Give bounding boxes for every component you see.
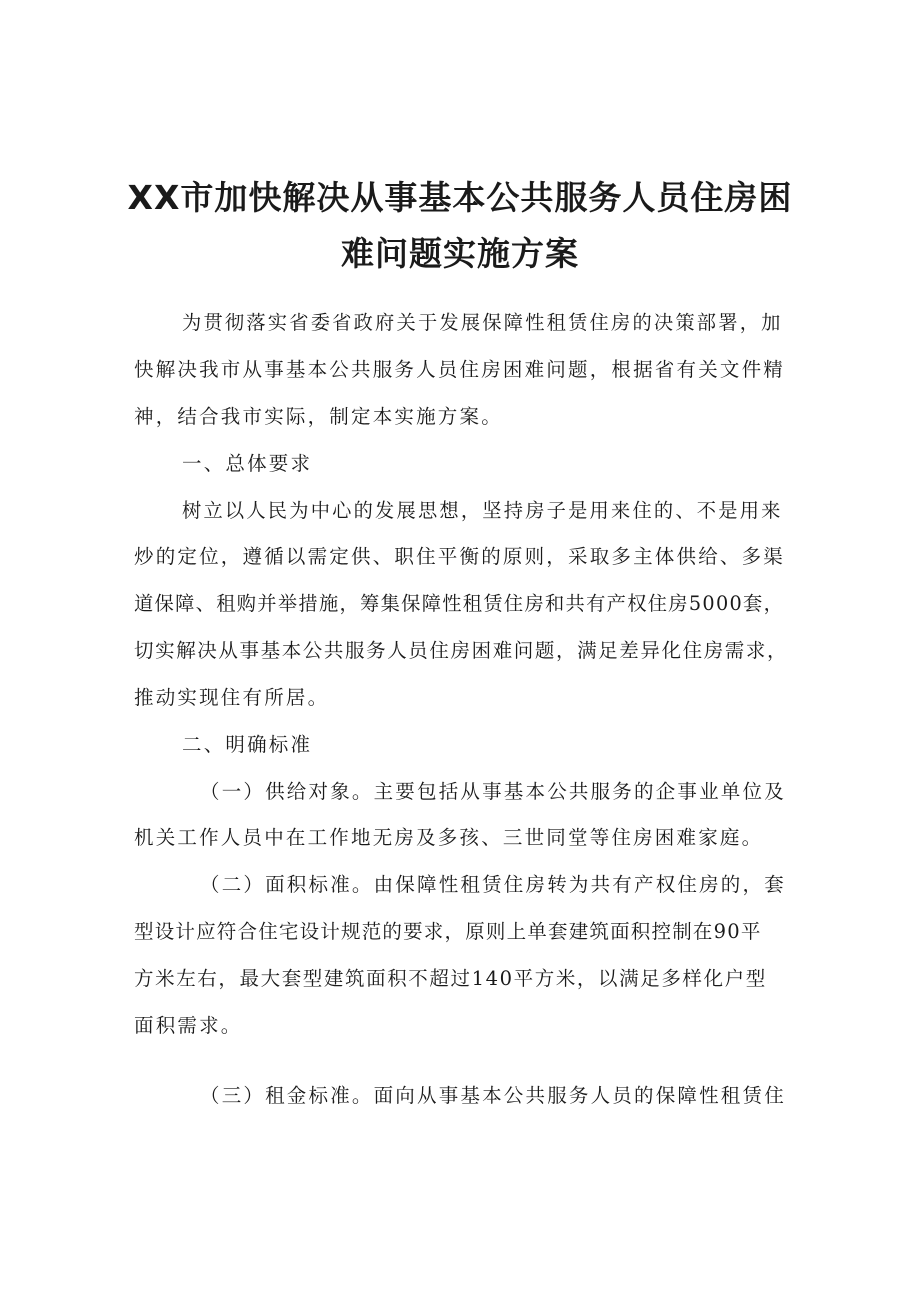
intro-line-3: 神，结合我市实际，制定本实施方案。: [134, 405, 503, 428]
area-line-3: 方米左右，最大套型建筑面积不超过140平方米，以满足多样化户型: [134, 967, 767, 990]
supply-line-2: 机关工作人员中在工作地无房及多孩、三世同堂等住房困难家庭。: [134, 826, 764, 849]
area-line-2: 型设计应符合住宅设计规范的要求，原则上单套建筑面积控制在90平: [134, 920, 762, 943]
area-line-4: 面积需求。: [134, 1014, 243, 1037]
rent-line-1: （三）租金标准。面向从事基本公共服务人员的保障性租赁住: [200, 1084, 786, 1107]
area-line-1: （二）面积标准。由保障性租赁住房转为共有产权住房的，套: [200, 873, 786, 896]
overall-line-5: 推动实现住有所居。: [134, 686, 330, 709]
supply-line-1: （一）供给对象。主要包括从事基本公共服务的企事业单位及: [200, 780, 786, 803]
intro-line-1: 为贯彻落实省委省政府关于发展保障性租赁住房的决策部署，加: [182, 311, 783, 334]
intro-line-2: 快解决我市从事基本公共服务人员住房困难问题，根据省有关文件精: [134, 358, 786, 381]
document-title-line-2: 难问题实施方案: [341, 234, 579, 273]
overall-line-4: 切实解决从事基本公共服务人员住房困难问题，满足差异化住房需求，: [134, 639, 789, 662]
section-heading-overall: 一、总体要求: [182, 452, 313, 475]
overall-line-1: 树立以人民为中心的发展思想，坚持房子是用来住的、不是用来: [182, 499, 783, 522]
overall-line-2: 炒的定位，遵循以需定供、职住平衡的原则，采取多主体供给、多渠: [134, 545, 786, 568]
overall-line-3: 道保障、租购并举措施，筹集保障性租赁住房和共有产权住房5000套，: [134, 592, 785, 615]
document-title-line-1: XX市加快解决从事基本公共服务人员住房困: [127, 178, 793, 217]
section-heading-standards: 二、明确标准: [182, 733, 313, 756]
